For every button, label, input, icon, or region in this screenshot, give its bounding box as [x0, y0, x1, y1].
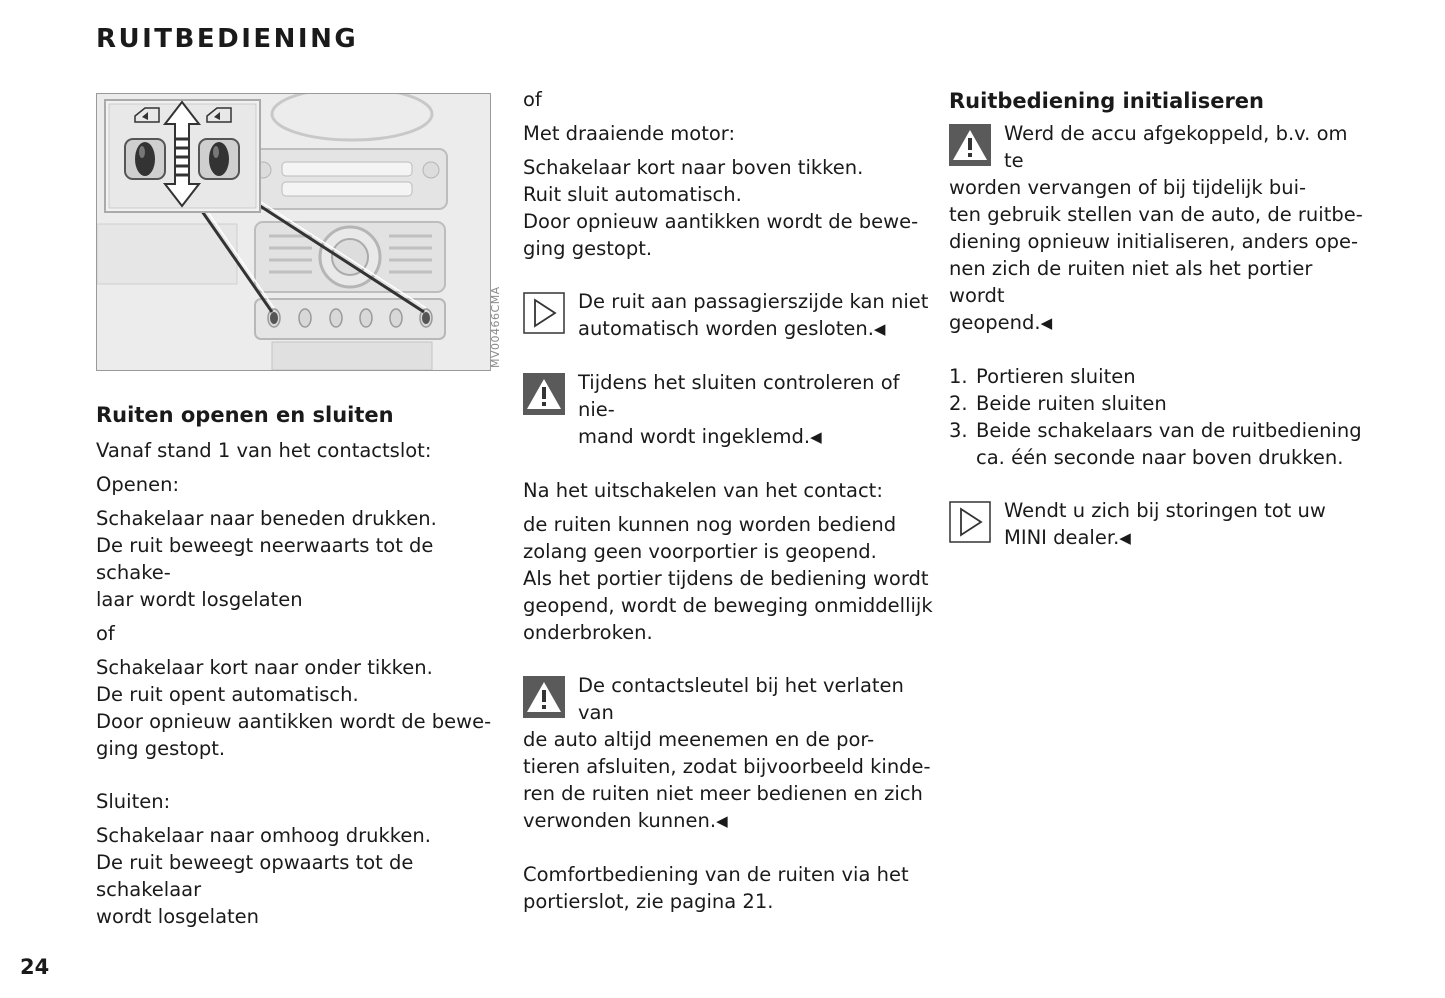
after-off-paragraph: [523, 511, 933, 646]
note-arrow-icon: [949, 501, 991, 543]
step-text: Beide schakelaars van de ruitbediening: [976, 419, 1362, 442]
text-line: ging gestopt.: [523, 237, 653, 260]
note-end-line: [523, 315, 933, 343]
window-switch-figure: [96, 93, 491, 371]
passenger-note: [523, 288, 933, 343]
figure-code: MV00466CMA: [489, 286, 502, 368]
page-title: RUITBEDIENING: [96, 24, 359, 54]
text-line: De ruit beweegt neerwaarts tot de schake-: [96, 534, 434, 584]
text-line: De ruit aan passagierszijde kan niet: [578, 290, 929, 313]
page-number: 24: [20, 955, 50, 979]
tap-close-paragraph: [523, 154, 933, 262]
text-line: geopend.: [949, 311, 1041, 334]
text-line: verwonden kunnen.: [523, 809, 717, 832]
key-warning: [523, 672, 933, 835]
step-number: 2.: [949, 392, 968, 415]
text-line: De contactsleutel bij het verlaten van: [578, 674, 904, 724]
column-1: [96, 400, 511, 930]
text-line: Door opnieuw aantikken wordt de bewe-: [523, 210, 919, 233]
text-line: Schakelaar kort naar onder tikken.: [96, 656, 433, 679]
text-line: ten gebruik stellen van de auto, de ruitbe-: [949, 203, 1363, 226]
text-line: diening opnieuw initialiseren, anders ope-: [949, 230, 1359, 253]
warning-end-line: [523, 807, 933, 835]
step-number: 1.: [949, 365, 968, 388]
text-line: Werd de accu afgekoppeld, b.v. om te: [1004, 122, 1348, 172]
text-line: de auto altijd meenemen en de por-: [523, 728, 875, 751]
step-number: 3.: [949, 419, 968, 442]
text-line: Tijdens het sluiten controleren of nie-: [578, 371, 900, 421]
warning-end-line: [949, 309, 1369, 337]
text-line: Door opnieuw aantikken wordt de bewe-: [96, 710, 492, 733]
warning-triangle-icon: [523, 373, 565, 415]
step-text: Beide ruiten sluiten: [976, 392, 1167, 415]
close-paragraph: [96, 822, 511, 930]
end-marker: ◀: [873, 320, 886, 338]
text-line: Schakelaar naar beneden drukken.: [96, 507, 437, 530]
intro-text: Vanaf stand 1 van het contactslot:: [96, 439, 432, 462]
end-marker: ◀: [810, 428, 822, 446]
text-line: Ruit sluit automatisch.: [523, 183, 742, 206]
text-line: wordt losgelaten: [96, 905, 260, 928]
engine-label: Met draaiende motor:: [523, 122, 736, 145]
end-marker: ◀: [1119, 529, 1131, 547]
warning-end-line: [523, 423, 933, 451]
close-label: Sluiten:: [96, 790, 171, 813]
text-line: onderbroken.: [523, 621, 653, 644]
tap-open-paragraph: [96, 654, 511, 762]
text-line: zolang geen voorportier is geopend.: [523, 540, 877, 563]
text-line: De ruit beweegt opwaarts tot de schakelaar: [96, 851, 414, 901]
text-line: ging gestopt.: [96, 737, 226, 760]
section-heading-initialize: Ruitbediening initialiseren: [949, 89, 1264, 113]
text-line: nen zich de ruiten niet als het portier wordt: [949, 257, 1313, 307]
note-end-line: [949, 524, 1369, 552]
after-off-label: Na het uitschakelen van het contact:: [523, 479, 883, 502]
text-line: automatisch worden gesloten.: [578, 317, 874, 340]
step-text: ca. één seconde naar boven drukken.: [976, 446, 1344, 469]
warning-triangle-icon: [523, 676, 565, 718]
text-line: Comfortbediening van de ruiten via het: [523, 863, 909, 886]
text-line: Als het portier tijdens de bediening wordt: [523, 567, 929, 590]
battery-warning: [949, 120, 1369, 337]
text-line: De ruit opent automatisch.: [96, 683, 359, 706]
text-line: portierslot, zie pagina 21.: [523, 890, 774, 913]
list-item: [949, 390, 1369, 417]
end-marker: ◀: [1040, 314, 1053, 332]
pinch-warning: [523, 369, 933, 451]
text-line: Wendt u zich bij storingen tot uw: [1004, 499, 1326, 522]
text-line: de ruiten kunnen nog worden bediend: [523, 513, 897, 536]
or-label: of: [96, 622, 115, 645]
or-label: of: [523, 88, 542, 111]
step-text: Portieren sluiten: [976, 365, 1136, 388]
column-3: [949, 86, 1369, 552]
open-label: Openen:: [96, 473, 180, 496]
text-line: geopend, wordt de beweging onmiddellijk: [523, 594, 933, 617]
text-line: laar wordt losgelaten: [96, 588, 303, 611]
initialize-steps: [949, 363, 1369, 471]
list-item: [949, 363, 1369, 390]
text-line: Schakelaar kort naar boven tikken.: [523, 156, 864, 179]
list-item: [949, 417, 1369, 471]
text-line: worden vervangen of bij tijdelijk bui-: [949, 176, 1307, 199]
column-2: [523, 86, 933, 915]
note-arrow-icon: [523, 292, 565, 334]
window-switch-illustration: [97, 94, 490, 370]
text-line: mand wordt ingeklemd.: [578, 425, 811, 448]
open-paragraph: [96, 505, 511, 613]
text-line: ren de ruiten niet meer bedienen en zich: [523, 782, 923, 805]
comfort-paragraph: [523, 861, 933, 915]
section-heading-open-close: Ruiten openen en sluiten: [96, 403, 394, 427]
dealer-note: [949, 497, 1369, 552]
text-line: tieren afsluiten, zodat bijvoorbeeld kinde-: [523, 755, 931, 778]
text-line: MINI dealer.: [1004, 526, 1120, 549]
warning-triangle-icon: [949, 124, 991, 166]
end-marker: ◀: [716, 812, 728, 830]
text-line: Schakelaar naar omhoog drukken.: [96, 824, 431, 847]
